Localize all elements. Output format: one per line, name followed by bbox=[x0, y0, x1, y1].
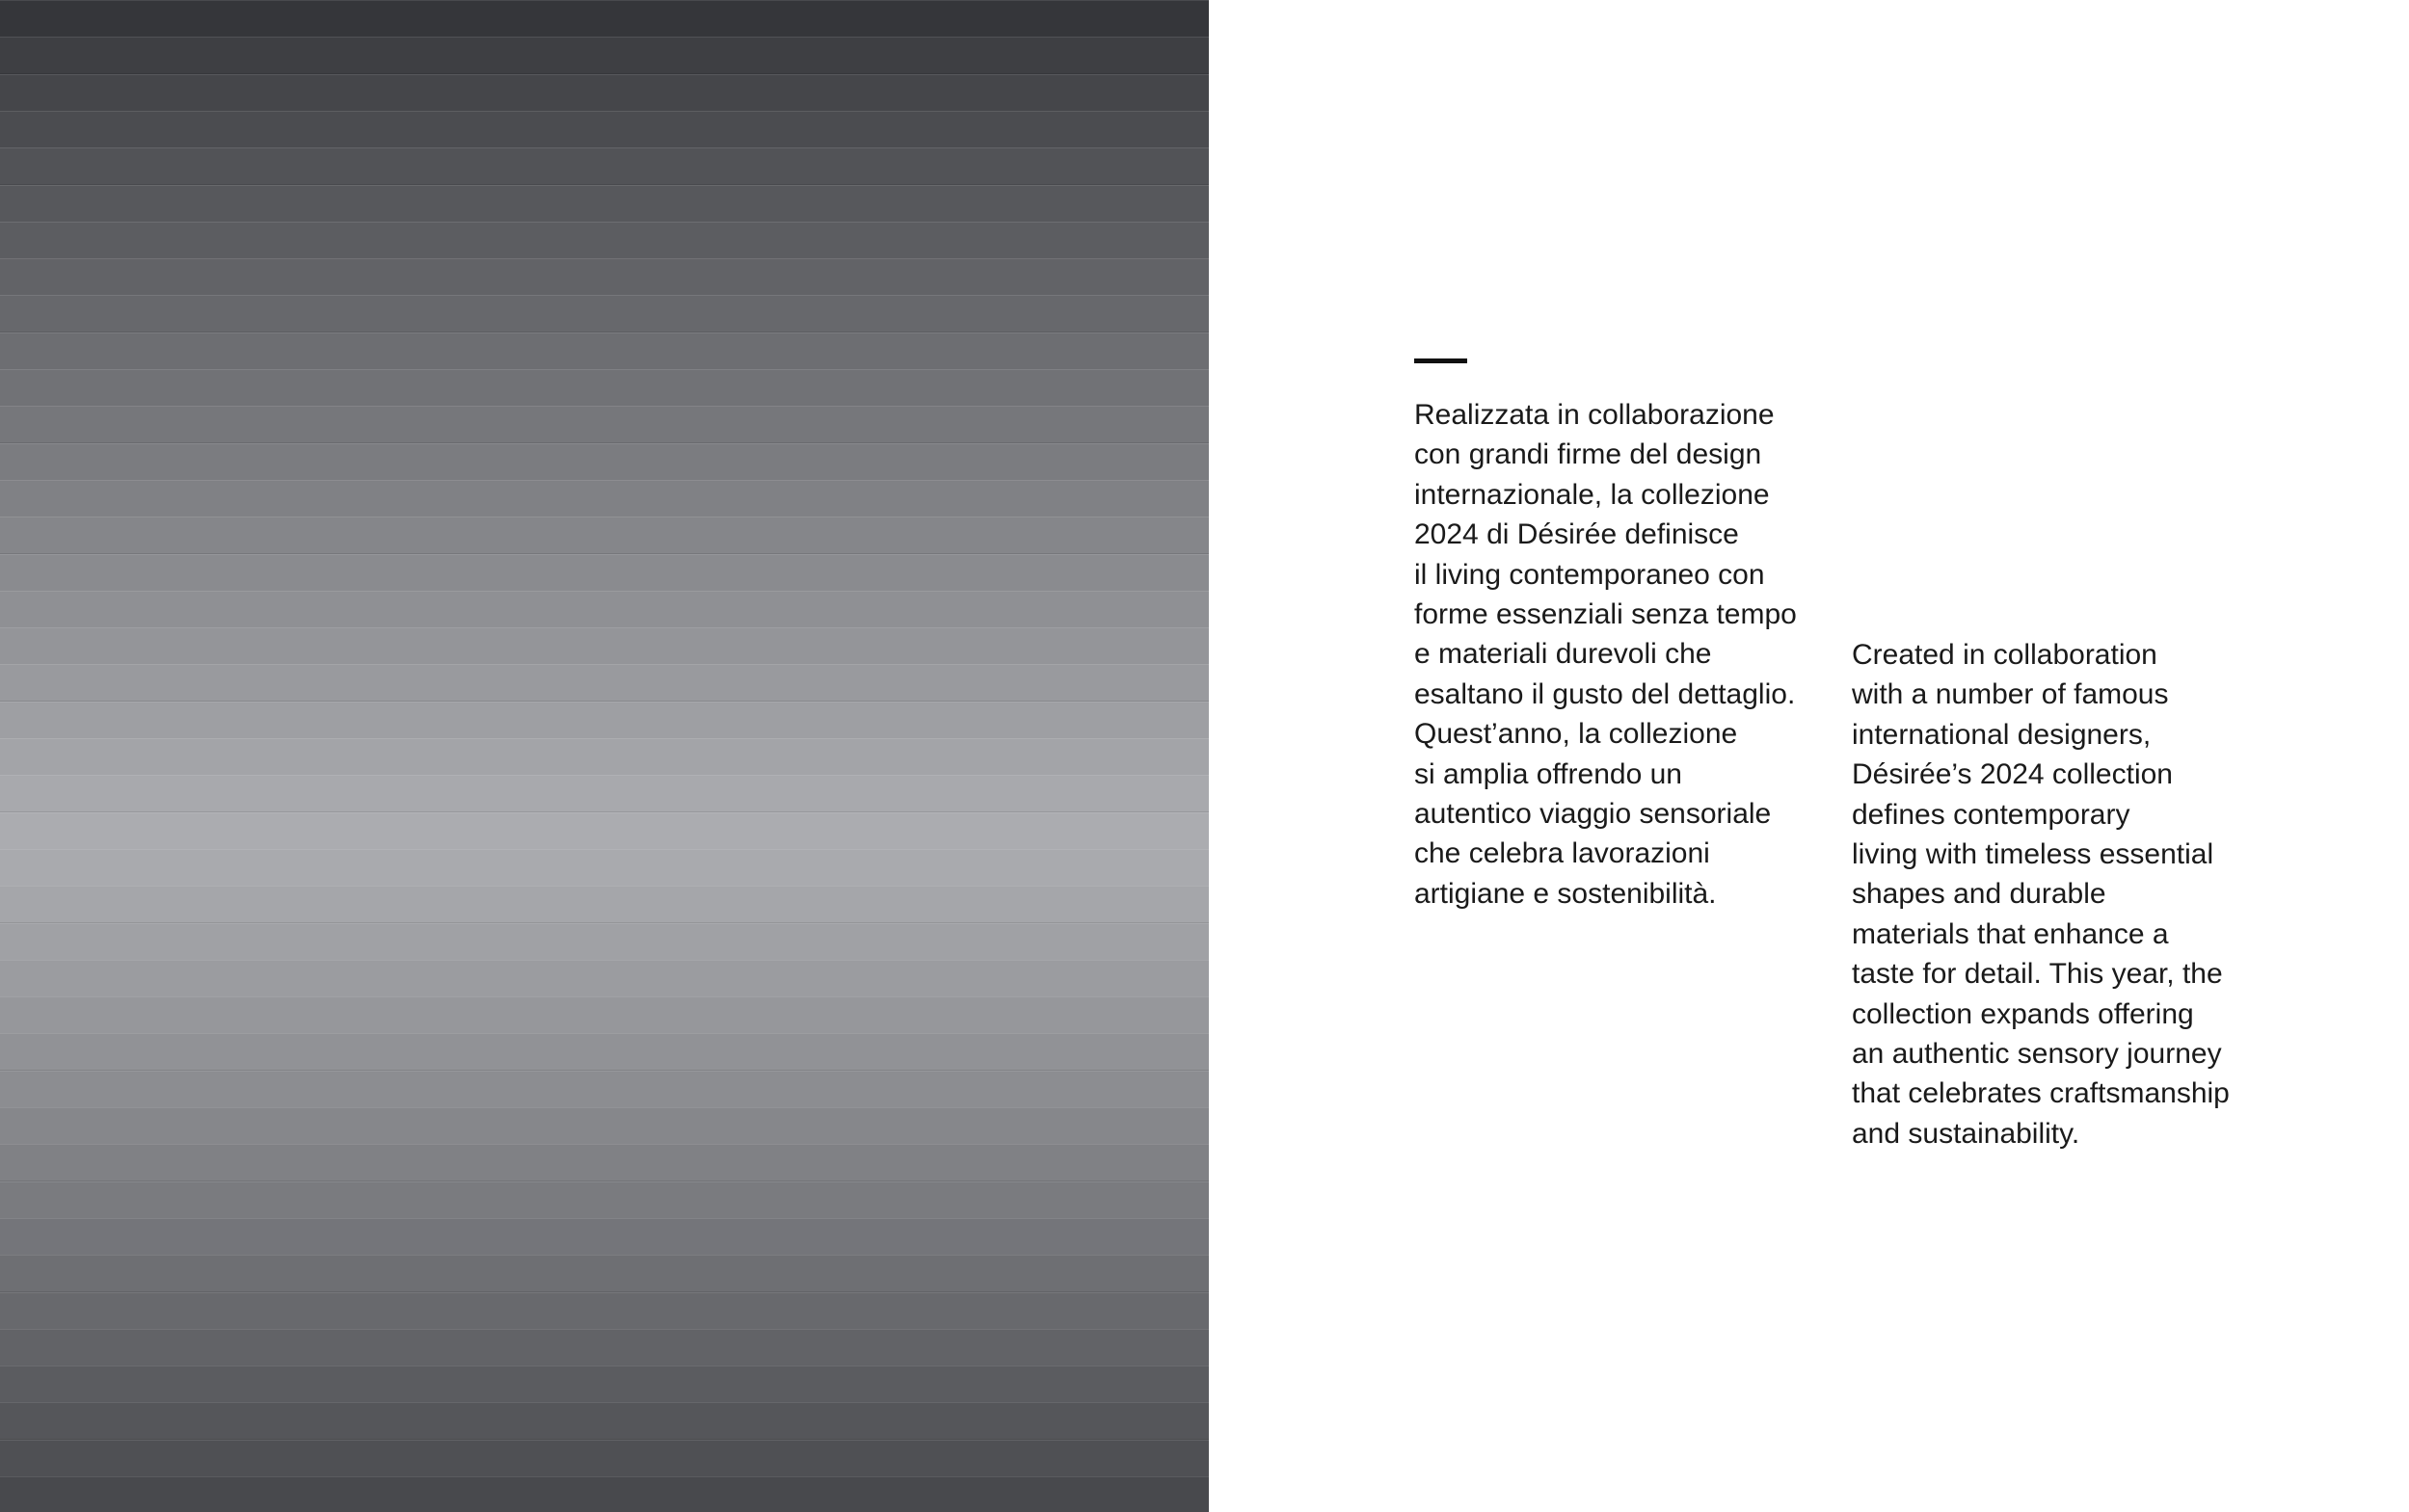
blind-slat bbox=[0, 1440, 1209, 1477]
blind-slat bbox=[0, 369, 1209, 407]
english-line: living with timeless essential bbox=[1852, 838, 2214, 871]
blind-slat bbox=[0, 664, 1209, 702]
blind-slat bbox=[0, 406, 1209, 443]
italian-line: 2024 di Désirée definisce bbox=[1414, 518, 1739, 551]
blind-slat bbox=[0, 996, 1209, 1034]
blind-slat bbox=[0, 517, 1209, 554]
italian-line: si amplia offrendo un bbox=[1414, 757, 1682, 790]
blind-slat bbox=[0, 1402, 1209, 1440]
blind-slat bbox=[0, 74, 1209, 112]
italian-line: con grandi firme del design bbox=[1414, 438, 1762, 471]
blind-slat bbox=[0, 1107, 1209, 1145]
blind-slat bbox=[0, 960, 1209, 997]
english-line: Created in collaboration bbox=[1852, 639, 2157, 671]
italian-line: autentico viaggio sensoriale bbox=[1414, 798, 1772, 831]
italian-line: internazionale, la collezione bbox=[1414, 478, 1770, 511]
italian-line: che celebra lavorazioni bbox=[1414, 837, 1710, 870]
blind-slat bbox=[0, 37, 1209, 74]
blind-slat bbox=[0, 295, 1209, 332]
english-line: an authentic sensory journey bbox=[1852, 1038, 2222, 1071]
italian-paragraph bbox=[1414, 395, 1797, 914]
blind-slat bbox=[0, 480, 1209, 517]
blind-slat bbox=[0, 849, 1209, 887]
blind-slat bbox=[0, 111, 1209, 148]
blind-slat bbox=[0, 554, 1209, 592]
blind-slat bbox=[0, 1071, 1209, 1108]
italian-line: Quest’anno, la collezione bbox=[1414, 718, 1738, 751]
blind-slat bbox=[0, 0, 1209, 38]
english-line: international designers, bbox=[1852, 718, 2152, 751]
english-line: and sustainability. bbox=[1852, 1117, 2080, 1150]
blind-slat bbox=[0, 702, 1209, 739]
blind-slat bbox=[0, 258, 1209, 296]
blind-slat bbox=[0, 1366, 1209, 1403]
english-line: with a number of famous bbox=[1852, 678, 2169, 711]
italian-line: e materiali durevoli che bbox=[1414, 638, 1712, 671]
blind-slat bbox=[0, 443, 1209, 481]
italian-line: artigiane e sostenibilità. bbox=[1414, 877, 1717, 910]
italian-line: il living contemporaneo con bbox=[1414, 558, 1765, 591]
blind-slat bbox=[0, 1329, 1209, 1366]
english-line: taste for detail. This year, the bbox=[1852, 958, 2223, 991]
english-line: materials that enhance a bbox=[1852, 917, 2169, 950]
blind-slat bbox=[0, 1255, 1209, 1292]
blind-slat bbox=[0, 1144, 1209, 1181]
blind-slat bbox=[0, 1033, 1209, 1071]
blind-slat bbox=[0, 738, 1209, 776]
english-paragraph bbox=[1852, 635, 2230, 1154]
blind-slat bbox=[0, 775, 1209, 812]
english-line: that celebrates craftsmanship bbox=[1852, 1077, 2230, 1110]
english-line: defines contemporary bbox=[1852, 798, 2130, 831]
italian-line: forme essenziali senza tempo bbox=[1414, 598, 1797, 631]
blind-slat bbox=[0, 923, 1209, 961]
blind-slat bbox=[0, 1181, 1209, 1219]
blind-slat bbox=[0, 1476, 1209, 1512]
blind-slat bbox=[0, 591, 1209, 628]
italian-line: esaltano il gusto del dettaglio. bbox=[1414, 677, 1796, 710]
accent-rule bbox=[1414, 358, 1467, 363]
blind-slat bbox=[0, 1292, 1209, 1330]
english-line: shapes and durable bbox=[1852, 878, 2106, 911]
english-line: collection expands offering bbox=[1852, 997, 2194, 1030]
blind-slat bbox=[0, 886, 1209, 923]
italian-line: Realizzata in collaborazione bbox=[1414, 399, 1775, 431]
blind-slat bbox=[0, 1218, 1209, 1256]
blind-slat bbox=[0, 812, 1209, 850]
blind-slat bbox=[0, 627, 1209, 665]
english-line: Désirée’s 2024 collection bbox=[1852, 758, 2173, 791]
blind-slat bbox=[0, 332, 1209, 370]
blind-slat bbox=[0, 185, 1209, 223]
blind-slat bbox=[0, 222, 1209, 259]
blind-slat bbox=[0, 147, 1209, 185]
